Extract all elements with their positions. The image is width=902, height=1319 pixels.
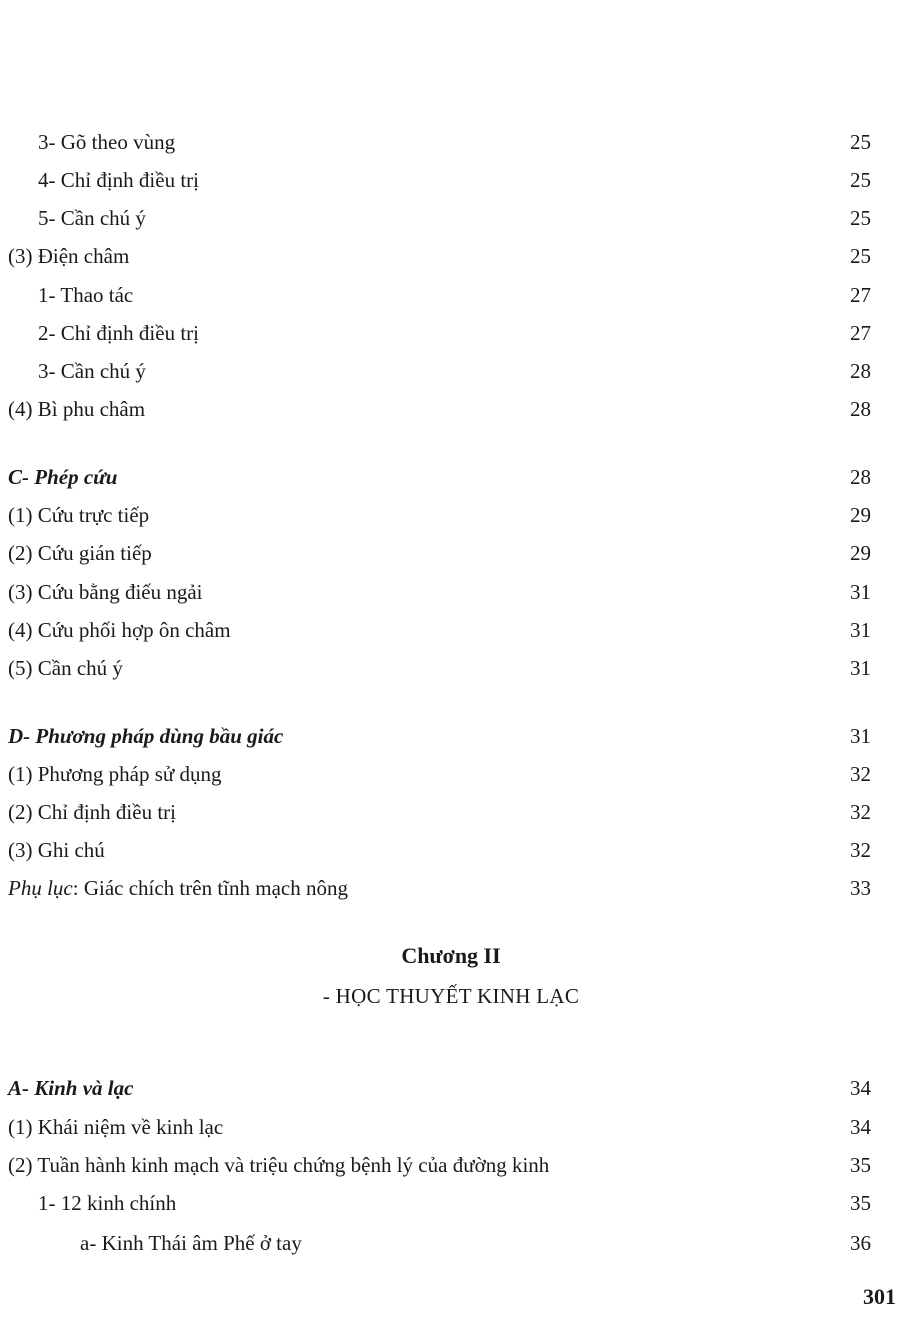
- toc-entry-label: a- Kinh Thái âm Phế ở tay: [80, 1231, 302, 1255]
- toc-entry-page: 25: [850, 168, 871, 192]
- toc-entry-label: (4) Cứu phối hợp ôn châm: [8, 618, 231, 642]
- toc-entry-label: 1- 12 kinh chính: [38, 1191, 177, 1215]
- toc-entry: [0, 318, 902, 348]
- section-heading-d: [0, 721, 902, 751]
- toc-entry-page: 28: [850, 359, 871, 383]
- toc-entry-page: 29: [850, 541, 871, 565]
- section-heading-label: A- Kinh và lạc: [8, 1076, 134, 1100]
- toc-entry-page: 31: [850, 656, 871, 680]
- toc-entry-page: 28: [850, 397, 871, 421]
- toc-entry-page: 36: [850, 1231, 871, 1255]
- toc-entry-page: 25: [850, 206, 871, 230]
- toc-entry-page: 32: [850, 838, 871, 862]
- toc-entry: [0, 615, 902, 645]
- toc-entry-page: 32: [850, 800, 871, 824]
- toc-entry-page: 35: [850, 1191, 871, 1215]
- toc-entry: [0, 653, 902, 683]
- chapter-subtitle: - HỌC THUYẾT KINH LẠC: [322, 984, 580, 1008]
- toc-entry-label: (2) Chỉ định điều trị: [8, 800, 176, 824]
- toc-entry-label: (3) Ghi chú: [8, 838, 105, 862]
- toc-entry-label: 4- Chỉ định điều trị: [38, 168, 199, 192]
- toc-entry: [0, 127, 902, 157]
- toc-entry-label: 3- Cần chú ý: [38, 359, 146, 383]
- appendix-page: 33: [850, 876, 871, 900]
- toc-entry-page: 32: [850, 762, 871, 786]
- section-heading-label: D- Phương pháp dùng bầu giác: [8, 724, 284, 748]
- toc-entry: [0, 165, 902, 195]
- toc-entry-label: 2- Chỉ định điều trị: [38, 321, 199, 345]
- toc-entry: [0, 577, 902, 607]
- section-heading-c: [0, 462, 902, 492]
- section-heading-page: 28: [850, 465, 871, 489]
- toc-entry-label: (1) Khái niệm về kinh lạc: [8, 1115, 224, 1139]
- toc-entry-page: 35: [850, 1153, 871, 1177]
- chapter-title: Chương II: [401, 943, 501, 968]
- toc-entry: [0, 280, 902, 310]
- toc-entry: [0, 759, 902, 789]
- toc-entry: [0, 1228, 902, 1258]
- toc-entry-label: (4) Bì phu châm: [8, 397, 146, 421]
- appendix-prefix: Phụ lục: [8, 876, 73, 900]
- toc-entry-page: 27: [850, 321, 871, 345]
- page-number: 301: [863, 1284, 896, 1309]
- toc-entry-label: 5- Cần chú ý: [38, 206, 146, 230]
- toc-entry: [0, 394, 902, 424]
- toc-entry: [0, 538, 902, 568]
- toc-entry: [0, 1112, 902, 1142]
- appendix-text: : Giác chích trên tĩnh mạch nông: [72, 876, 348, 900]
- toc-entry-page: 27: [850, 283, 871, 307]
- section-heading-a: [0, 1073, 902, 1103]
- toc-entry-page: 25: [850, 130, 871, 154]
- toc-entry: [0, 835, 902, 865]
- appendix-label: [8, 873, 348, 903]
- toc-entry-label: (1) Cứu trực tiếp: [8, 503, 150, 527]
- toc-entry: [0, 500, 902, 530]
- toc-entry: [0, 203, 902, 233]
- toc-entry: [0, 356, 902, 386]
- toc-entry-label: (1) Phương pháp sử dụng: [8, 762, 222, 786]
- toc-entry-label: 1- Thao tác: [38, 283, 134, 307]
- toc-entry: [0, 1188, 902, 1218]
- toc-entry-page: 25: [850, 244, 871, 268]
- toc-entry: [0, 1150, 902, 1180]
- toc-entry-label: (2) Cứu gián tiếp: [8, 541, 152, 565]
- toc-entry-label: 3- Gõ theo vùng: [38, 130, 176, 154]
- toc-entry-label: (3) Điện châm: [8, 244, 130, 268]
- toc-entry: [0, 797, 902, 827]
- appendix-entry: [0, 873, 902, 903]
- toc-entry-page: 34: [850, 1115, 871, 1139]
- toc-entry-page: 29: [850, 503, 871, 527]
- section-heading-page: 31: [850, 724, 871, 748]
- section-heading-label: C- Phép cứu: [8, 465, 118, 489]
- toc-entry-label: (3) Cứu bằng điếu ngải: [8, 580, 203, 604]
- toc-entry-page: 31: [850, 618, 871, 642]
- toc-entry: [0, 241, 902, 271]
- section-heading-page: 34: [850, 1076, 871, 1100]
- toc-entry-page: 31: [850, 580, 871, 604]
- toc-entry-label: (2) Tuần hành kinh mạch và triệu chứng bệnh lý của đường kinh: [8, 1153, 550, 1177]
- toc-entry-label: (5) Cần chú ý: [8, 656, 123, 680]
